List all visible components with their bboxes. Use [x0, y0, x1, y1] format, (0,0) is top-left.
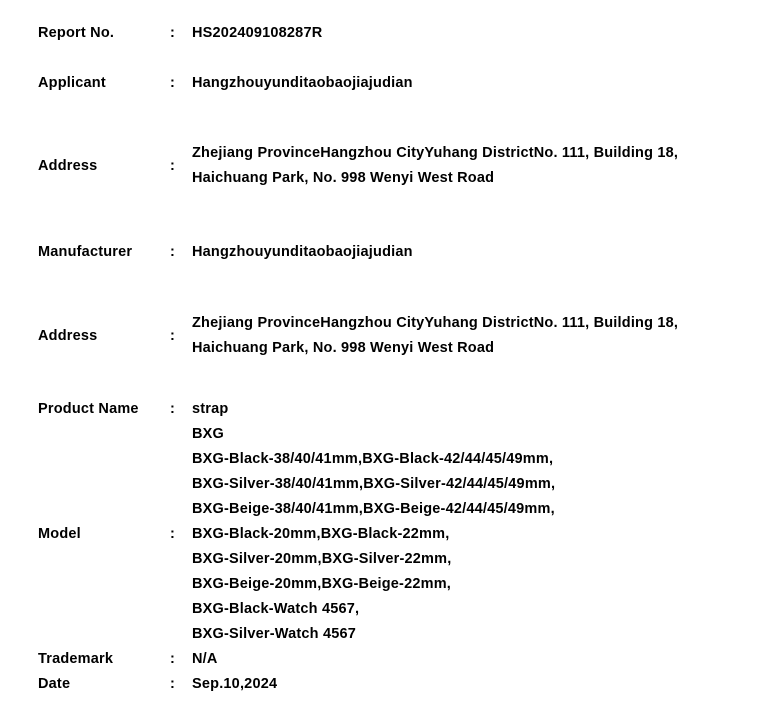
field-value-line: Haichuang Park, No. 998 Wenyi West Road	[192, 340, 495, 356]
field-value	[192, 397, 737, 422]
field-row-address	[38, 141, 737, 191]
field-colon: :	[170, 651, 176, 667]
field-colon: :	[170, 244, 176, 260]
field-value-line: HS202409108287R	[192, 25, 323, 41]
field-value	[192, 672, 737, 697]
field-value	[192, 141, 737, 191]
field-colon: :	[170, 25, 176, 41]
field-row-trademark	[38, 647, 737, 672]
field-label: Product Name	[38, 401, 139, 417]
field-colon: :	[170, 157, 176, 174]
field-value-line: BXG-Black-20mm,BXG-Black-22mm,	[192, 526, 450, 542]
field-row-applicant	[38, 71, 737, 96]
field-value-line: BXG-Black-38/40/41mm,BXG-Black-42/44/45/49mm,	[192, 451, 554, 467]
field-label: Applicant	[38, 75, 106, 91]
field-label: Model	[38, 526, 81, 542]
field-row-manufacturer	[38, 240, 737, 265]
field-value	[192, 422, 737, 647]
field-label: Address	[38, 157, 98, 174]
field-value-line: Hangzhouyunditaobaojiajudian	[192, 75, 413, 91]
field-value	[192, 311, 737, 361]
field-value	[192, 647, 737, 672]
field-value	[192, 71, 737, 96]
field-value-line: Haichuang Park, No. 998 Wenyi West Road	[192, 170, 495, 186]
field-value	[192, 21, 737, 46]
field-colon: :	[170, 401, 176, 417]
field-row-product-name	[38, 397, 737, 422]
field-colon: :	[170, 75, 176, 91]
field-value-line: BXG	[192, 426, 225, 442]
field-value-line: strap	[192, 401, 229, 417]
field-value-line: BXG-Silver-Watch 4567	[192, 626, 357, 642]
field-label: Date	[38, 676, 71, 692]
field-colon: :	[170, 676, 176, 692]
field-colon: :	[170, 526, 176, 542]
field-row-address-2	[38, 311, 737, 361]
field-value-line: Zhejiang ProvinceHangzhou CityYuhang DistrictNo. 111, Building 18,	[192, 145, 679, 161]
field-label: Trademark	[38, 651, 114, 667]
field-value-line: Sep.10,2024	[192, 676, 278, 692]
field-row-report-no	[38, 21, 737, 46]
field-value-line: Hangzhouyunditaobaojiajudian	[192, 244, 413, 260]
field-colon: :	[170, 327, 176, 344]
field-value-line: BXG-Silver-20mm,BXG-Silver-22mm,	[192, 551, 452, 567]
field-label: Report No.	[38, 25, 115, 41]
field-row-date	[38, 672, 737, 697]
field-label: Manufacturer	[38, 244, 133, 260]
field-value-line: BXG-Beige-38/40/41mm,BXG-Beige-42/44/45/49mm,	[192, 501, 555, 517]
field-row-model	[38, 422, 737, 647]
field-value-line: Zhejiang ProvinceHangzhou CityYuhang DistrictNo. 111, Building 18,	[192, 315, 679, 331]
field-label: Address	[38, 327, 98, 344]
field-value-line: BXG-Black-Watch 4567,	[192, 601, 360, 617]
field-value-line: N/A	[192, 651, 218, 667]
field-value-line: BXG-Beige-20mm,BXG-Beige-22mm,	[192, 576, 452, 592]
field-value	[192, 240, 737, 265]
field-value-line: BXG-Silver-38/40/41mm,BXG-Silver-42/44/45/49mm,	[192, 476, 556, 492]
